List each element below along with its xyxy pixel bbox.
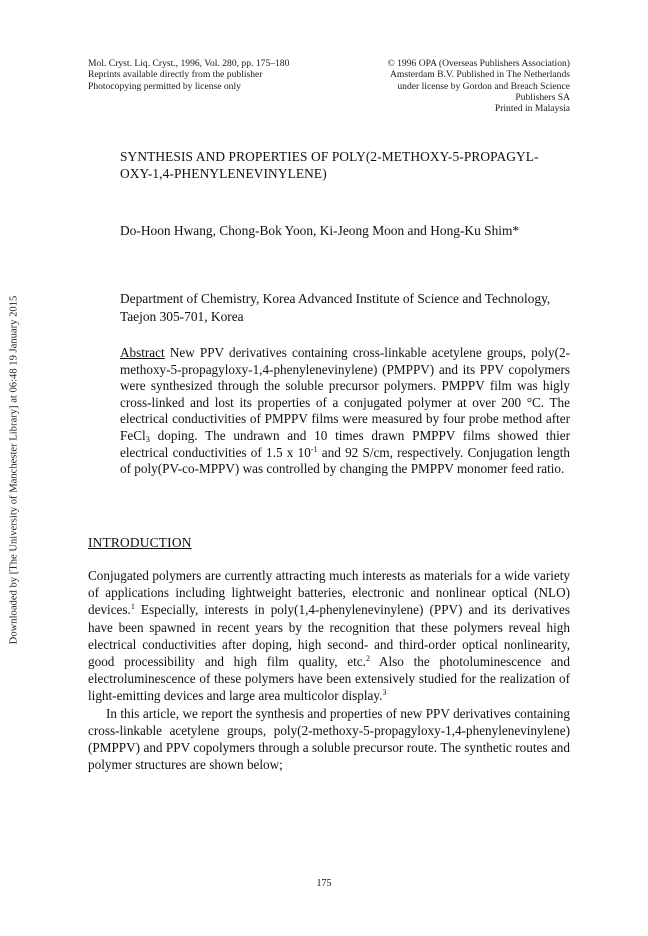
copyright-notice (387, 58, 570, 114)
abstract (120, 345, 570, 478)
page-number: 175 (316, 878, 332, 889)
citation-ref: 2 (365, 654, 370, 664)
copyright-line: Amsterdam B.V. Published in The Netherlands (389, 69, 570, 81)
paper-title (120, 148, 580, 182)
photocopy-line: Photocopying permitted by license only (88, 80, 241, 92)
introduction-body (88, 567, 570, 773)
paragraph-text: Especially, interests in poly(1,4-phenylenevinylene) (PPV) and its derivatives have been spawned in recent years by the recognition that these polymers reveal high electrical conductivities after doping, high second- and third-order optical nonlinearity, good processibility and high film quality, etc. (88, 602, 570, 670)
title-line: OXY-1,4-PHENYLENEVINYLENE) (120, 166, 327, 181)
title-line: SYNTHESIS AND PROPERTIES OF POLY(2-METHOXY-5-PROPAGYL- (120, 149, 539, 164)
reprints-line: Reprints available directly from the publisher (88, 69, 263, 81)
section-heading: INTRODUCTION (88, 535, 192, 550)
abstract-text: New PPV derivatives containing cross-linkable acetylene groups, poly(2-methoxy-5-propagyloxy-1,4-phenylenevinylene) (PMPPV) and its PPV copolymers were synthesized through the soluble precursor polymers. PMPPV film was higly cross-linked and lost its properties of a conjugated polymer at over 200 °C. The electrical conductivities of PMPPV films were measured by four probe method after FeCl (120, 345, 570, 443)
paragraph (88, 567, 570, 705)
journal-citation (88, 58, 289, 92)
copyright-line: Publishers SA (515, 91, 570, 103)
copyright-line: Printed in Malaysia (494, 103, 570, 115)
superscript: -1 (310, 444, 318, 454)
copyright-line: © 1996 OPA (Overseas Publishers Association) (387, 58, 570, 69)
citation-ref: 3 (382, 688, 387, 698)
affiliation: Department of Chemistry, Korea Advanced Institute of Science and Technology, Taejon 305-701, Korea (120, 291, 551, 324)
paragraph: In this article, we report the synthesis and properties of new PPV derivatives containing cross-linkable acetylene groups, poly(2-methoxy-5-propagyloxy-1,4-phenylenevinylene) (PMPPV) and PPV copolymers through a soluble precursor route. The synthetic routes and polymer structures are shown below; (88, 705, 570, 773)
author-list: Do-Hoon Hwang, Chong-Bok Yoon, Ki-Jeong Moon and Hong-Ku Shim* (120, 223, 520, 238)
paragraph-text: Conjugated polymers are currently attracting much interests as materials for a wide variety of applications including lightweight batteries, electronic and nonlinear optical (NLO) devices. (88, 568, 570, 618)
citation-ref: 1 (130, 602, 135, 612)
abstract-label: Abstract (120, 345, 165, 360)
watermark-text: Downloaded by [The University of Manchester Library] at 06:48 19 January 2015 (8, 295, 20, 645)
paragraph-text: Also the photoluminescence and electroluminescence of these polymers have been extensively studied for the realization of light-emitting devices and large area multicolor display. (88, 654, 570, 704)
citation-line: Mol. Cryst. Liq. Cryst., 1996, Vol. 280, pp. 175–180 (88, 58, 290, 69)
copyright-line: under license by Gordon and Breach Science (397, 80, 570, 92)
abstract-text: doping. The undrawn and 10 times drawn PMPPV films showed thier electrical conductivities of 1.5 x 10 (120, 427, 570, 460)
abstract-text: and 92 S/cm, respectively. Conjugation length of poly(PV-co-MPPV) was controlled by changing the PMPPV monomer feed ratio. (120, 444, 571, 477)
subscript: 3 (145, 433, 150, 444)
